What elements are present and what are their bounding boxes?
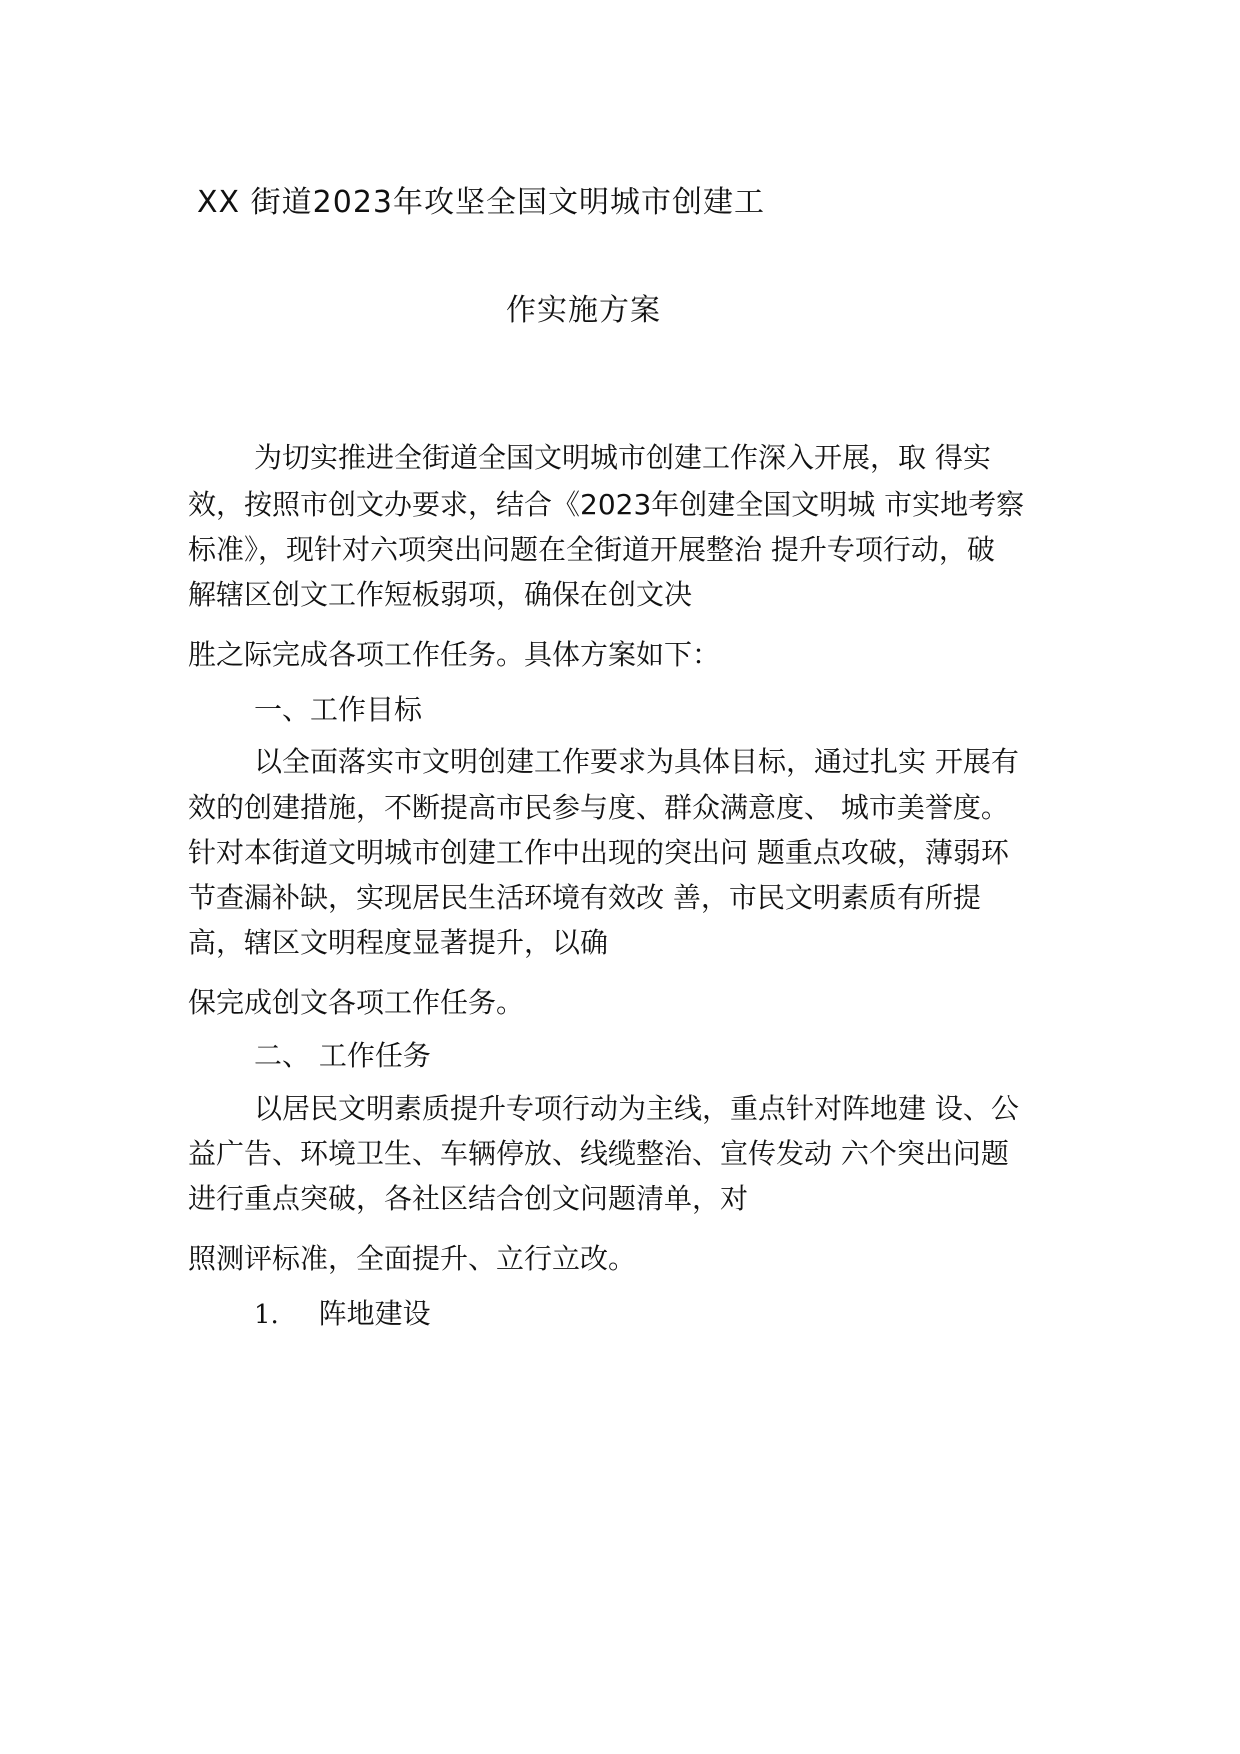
goal-line-6: 保完成创文各项工作任务。 xyxy=(188,986,525,1019)
goal-line-4: 节查漏补缺，实现居民生活环境有效改 善，市民文明素质有所提 xyxy=(188,881,981,914)
task-line-1: 以居民文明素质提升专项行动为主线，重点针对阵地建 设、公 xyxy=(254,1092,1019,1125)
list-item-1-label: 阵地建设 xyxy=(318,1297,431,1330)
section-heading-goal: 一、工作目标 xyxy=(254,693,423,726)
task-line-2: 益广告、环境卫生、车辆停放、线缆整治、宣传发动 六个突出问题 xyxy=(188,1137,1009,1170)
goal-line-2: 效的创建措施，不断提高市民参与度、群众满意度、 城市美誉度。 xyxy=(188,791,1009,824)
intro-line-1: 为切实推进全街道全国文明城市创建工作深入开展，取 得实 xyxy=(254,441,991,474)
task-line-4: 照测评标准，全面提升、立行立改。 xyxy=(188,1242,637,1275)
intro-line-5: 胜之际完成各项工作任务。具体方案如下： xyxy=(188,638,721,671)
list-item-1-number: 1. xyxy=(254,1300,279,1330)
task-line-3: 进行重点突破，各社区结合创文问题清单，对 xyxy=(188,1182,749,1215)
goal-line-3: 针对本街道文明城市创建工作中出现的突出问 题重点攻破，薄弱环 xyxy=(188,836,1009,869)
intro-line-3: 标准》，现针对六项突出问题在全街道开展整治 提升专项行动，破 xyxy=(188,533,995,566)
goal-line-5: 高，辖区文明程度显著提升，以确 xyxy=(188,926,609,959)
document-title-line-2: 作实施方案 xyxy=(506,293,661,328)
section-heading-task: 二、 工作任务 xyxy=(254,1039,431,1072)
intro-line-2: 效，按照市创文办要求，结合《2023年创建全国文明城 市实地考察 xyxy=(188,488,1025,521)
goal-line-1: 以全面落实市文明创建工作要求为具体目标，通过扎实 开展有 xyxy=(254,745,1019,778)
list-item-1 xyxy=(254,1296,431,1333)
intro-line-4: 解辖区创文工作短板弱项，确保在创文决 xyxy=(188,578,693,611)
document-title-line-1: XX 街道2023年攻坚全国文明城市创建工 xyxy=(197,185,765,220)
